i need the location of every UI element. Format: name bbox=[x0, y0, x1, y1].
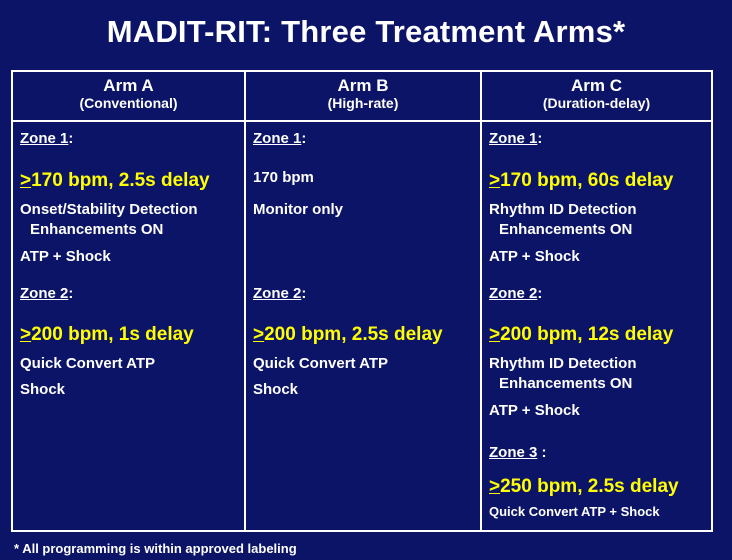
zone1-label: Zone 1: bbox=[253, 130, 307, 147]
zone1-detection: Rhythm ID Detection bbox=[489, 201, 637, 218]
zone2-setting: >200 bpm, 12s delay bbox=[489, 324, 674, 345]
arm-name: Arm A bbox=[103, 76, 154, 95]
slide-title: MADIT-RIT: Three Treatment Arms* bbox=[106, 14, 626, 49]
arm-c-header bbox=[482, 76, 711, 112]
arm-name: Arm B bbox=[337, 76, 389, 95]
zone2-therapy-cont: Shock bbox=[253, 381, 299, 398]
zone1-therapy: ATP + Shock bbox=[20, 248, 111, 265]
zone1-note: Monitor only bbox=[253, 201, 343, 218]
zone2-label: Zone 2: bbox=[20, 285, 74, 302]
zone3-setting: >250 bpm, 2.5s delay bbox=[489, 476, 679, 497]
arm-b-header bbox=[246, 76, 480, 112]
zone1-setting: 170 bpm bbox=[253, 169, 314, 186]
treatment-arms-table bbox=[11, 70, 713, 532]
arm-a-header bbox=[13, 76, 244, 112]
zone1-therapy: ATP + Shock bbox=[489, 248, 580, 265]
zone2-therapy: Quick Convert ATP bbox=[20, 355, 156, 372]
arm-b-column bbox=[246, 72, 480, 530]
zone3-therapy: Quick Convert ATP + Shock bbox=[489, 504, 660, 519]
arm-subtitle: (Conventional) bbox=[79, 95, 178, 111]
zone2-label: Zone 2: bbox=[253, 285, 307, 302]
arm-a-column bbox=[13, 72, 244, 530]
footnote: * All programming is within approved labeling bbox=[14, 541, 297, 556]
zone2-therapy: Quick Convert ATP bbox=[253, 355, 389, 372]
zone2-setting: >200 bpm, 1s delay bbox=[20, 324, 194, 345]
zone2-label: Zone 2: bbox=[489, 285, 543, 302]
zone1-setting: >170 bpm, 60s delay bbox=[489, 170, 674, 191]
zone2-detection: Rhythm ID Detection bbox=[489, 355, 637, 372]
zone3-label: Zone 3 : bbox=[489, 444, 547, 461]
zone1-detection: Onset/Stability Detection bbox=[20, 201, 198, 218]
zone1-label: Zone 1: bbox=[489, 130, 543, 147]
arm-name: Arm C bbox=[570, 76, 622, 95]
zone1-label: Zone 1: bbox=[20, 130, 74, 147]
zone2-therapy-cont: Shock bbox=[20, 381, 66, 398]
zone2-therapy: ATP + Shock bbox=[489, 402, 580, 419]
zone2-setting: >200 bpm, 2.5s delay bbox=[253, 324, 443, 345]
arm-subtitle: (High-rate) bbox=[327, 95, 399, 111]
zone1-detection-cont: Enhancements ON bbox=[30, 221, 164, 238]
arm-c-column bbox=[482, 72, 711, 530]
arm-subtitle: (Duration-delay) bbox=[542, 95, 651, 111]
zone1-setting: >170 bpm, 2.5s delay bbox=[20, 170, 210, 191]
zone2-detection-cont: Enhancements ON bbox=[499, 375, 633, 392]
zone1-detection-cont: Enhancements ON bbox=[499, 221, 633, 238]
